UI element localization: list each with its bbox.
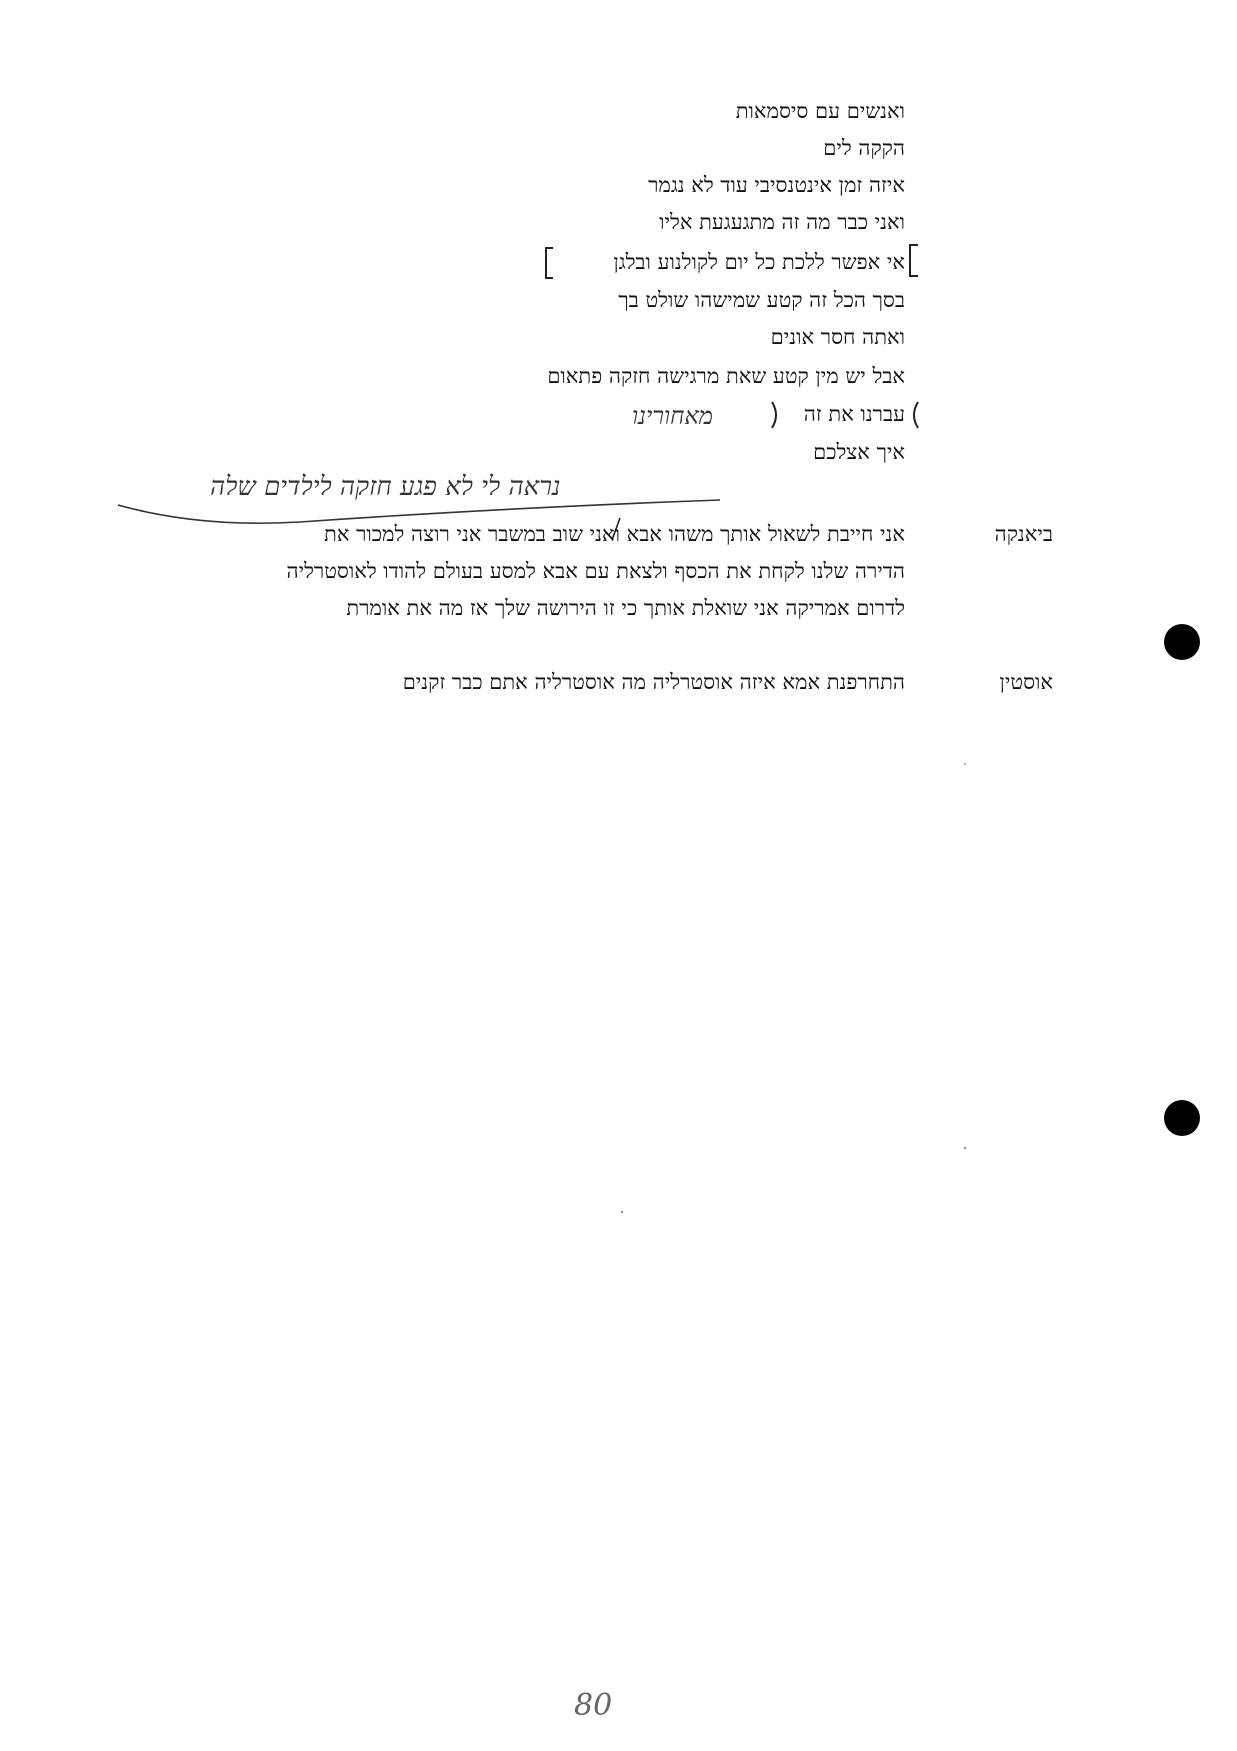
bianca-line-1: אני חייבת לשאול אותך משהו אבא ואני שוב במשבר אני רוצה למכור את bbox=[324, 522, 905, 546]
poem-line-7: ואתה חסר אונים bbox=[770, 325, 905, 349]
bianca-line-2: הדירה שלנו לקחת את הכסף ולצאת עם אבא למסע בעולם להודו לאוסטרליה bbox=[286, 559, 905, 583]
handwritten-note-2: נראה לי לא פגע חזקה לילדים שלה bbox=[210, 472, 561, 502]
poem-line-5: אי אפשר ללכת כל יום לקולנוע ובלגן bbox=[613, 250, 905, 274]
poem-line-6: בסך הכל זה קטע שמישהו שולט בך bbox=[618, 288, 905, 312]
poem-line-10: איך אצלכם bbox=[813, 440, 905, 464]
paren-left bbox=[772, 402, 776, 428]
poem-line-2: הקקה לים bbox=[823, 136, 905, 160]
punch-hole-bottom bbox=[1164, 1100, 1200, 1136]
poem-line-9: עברנו את זה bbox=[803, 402, 905, 426]
paren-right bbox=[914, 402, 918, 428]
bracket-right bbox=[910, 245, 918, 276]
bracket-left bbox=[546, 248, 553, 278]
poem-line-4: ואני כבר מה זה מתגעגעת אליו bbox=[659, 210, 905, 234]
poem-line-1: ואנשים עם סיסמאות bbox=[735, 99, 905, 123]
punch-hole-top bbox=[1164, 624, 1200, 660]
page-number: 80 bbox=[574, 1688, 613, 1723]
poem-line-8: אבל יש מין קטע שאת מרגישה חזקה פתאום bbox=[547, 364, 905, 388]
bianca-line-3: לדרום אמריקה אני שואלת אותך כי זו הירושה שלך אז מה את אומרת bbox=[346, 596, 905, 620]
speck bbox=[964, 1147, 967, 1150]
speaker-austin: אוסטין bbox=[999, 670, 1053, 694]
speck bbox=[621, 1211, 624, 1214]
speaker-bianca: ביאנקה bbox=[994, 522, 1053, 546]
poem-line-3: איזה זמן אינטנסיבי עוד לא נגמר bbox=[648, 173, 905, 197]
speck bbox=[964, 763, 966, 765]
handwritten-note-1: מאחורינו bbox=[632, 402, 713, 430]
austin-line-1: התחרפנת אמא איזה אוסטרליה מה אוסטרליה אתם כבר זקנים bbox=[402, 670, 905, 694]
